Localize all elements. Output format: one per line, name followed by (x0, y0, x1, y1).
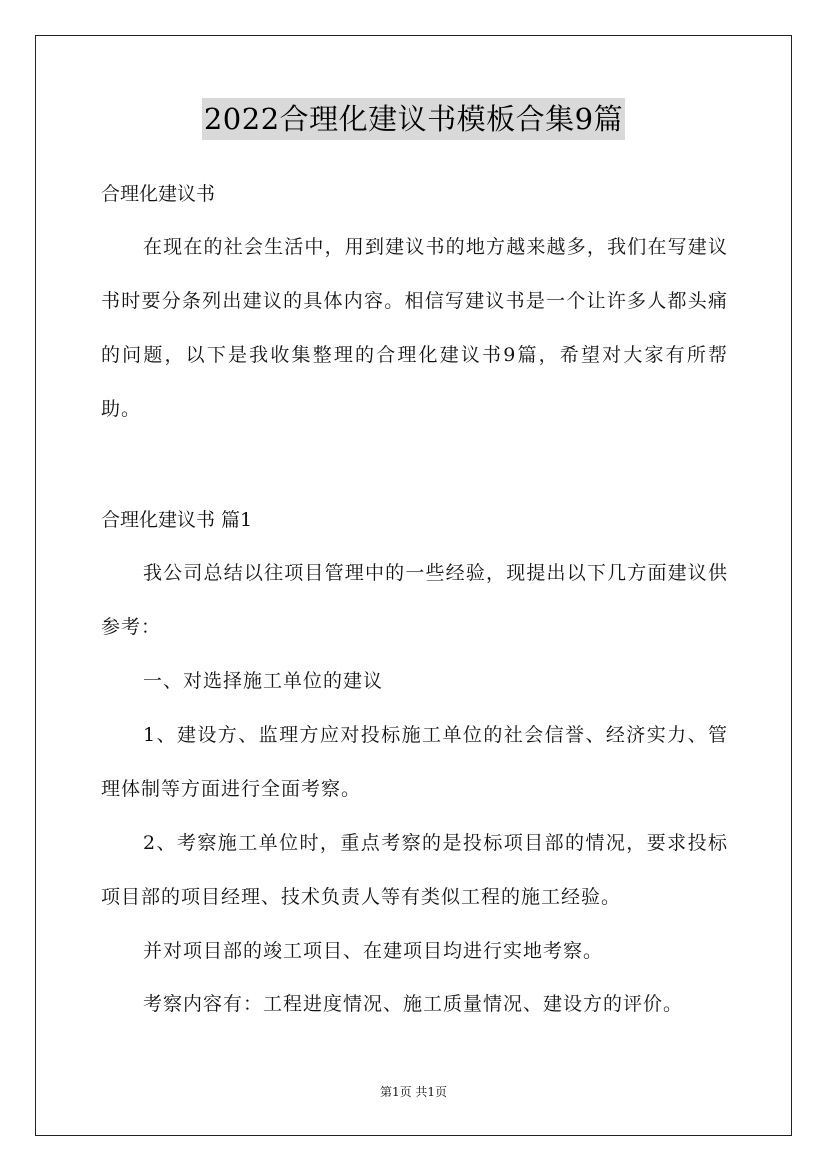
intro-paragraph: 在现在的社会生活中，用到建议书的地方越来越多，我们在写建议书时要分条列出建议的具体内容。相信写建议书是一个让许多人都头痛的问题，以下是我收集整理的合理化建议书9篇，希望对大家有所帮助。 (101, 236, 728, 420)
part1-line-1: 并对项目部的竣工项目、在建项目均进行实地考察。 (143, 940, 604, 962)
page-footer: 第1页 共1页 (379, 1085, 448, 1099)
part1-paragraph: 我公司总结以往项目管理中的一些经验，现提出以下几方面建议供参考： (101, 562, 728, 638)
part1-item-1: 1、建设方、监理方应对投标施工单位的社会信誉、经济实力、管理体制等方面进行全面考察。 (101, 724, 728, 800)
title-container (0, 98, 827, 140)
part1-heading: 合理化建议书 篇1 (101, 509, 253, 531)
part1-item-2: 2、考察施工单位时，重点考察的是投标项目部的情况，要求投标项目部的项目经理、技术负责人等有类似工程的施工经验。 (101, 832, 728, 908)
part1-point-heading: 一、对选择施工单位的建议 (143, 670, 384, 692)
document-title: 2022合理化建议书模板合集9篇 (202, 98, 625, 140)
part1-line-2: 考察内容有：工程进度情况、施工质量情况、建设方的评价。 (143, 993, 684, 1015)
section-heading: 合理化建议书 (101, 183, 216, 205)
